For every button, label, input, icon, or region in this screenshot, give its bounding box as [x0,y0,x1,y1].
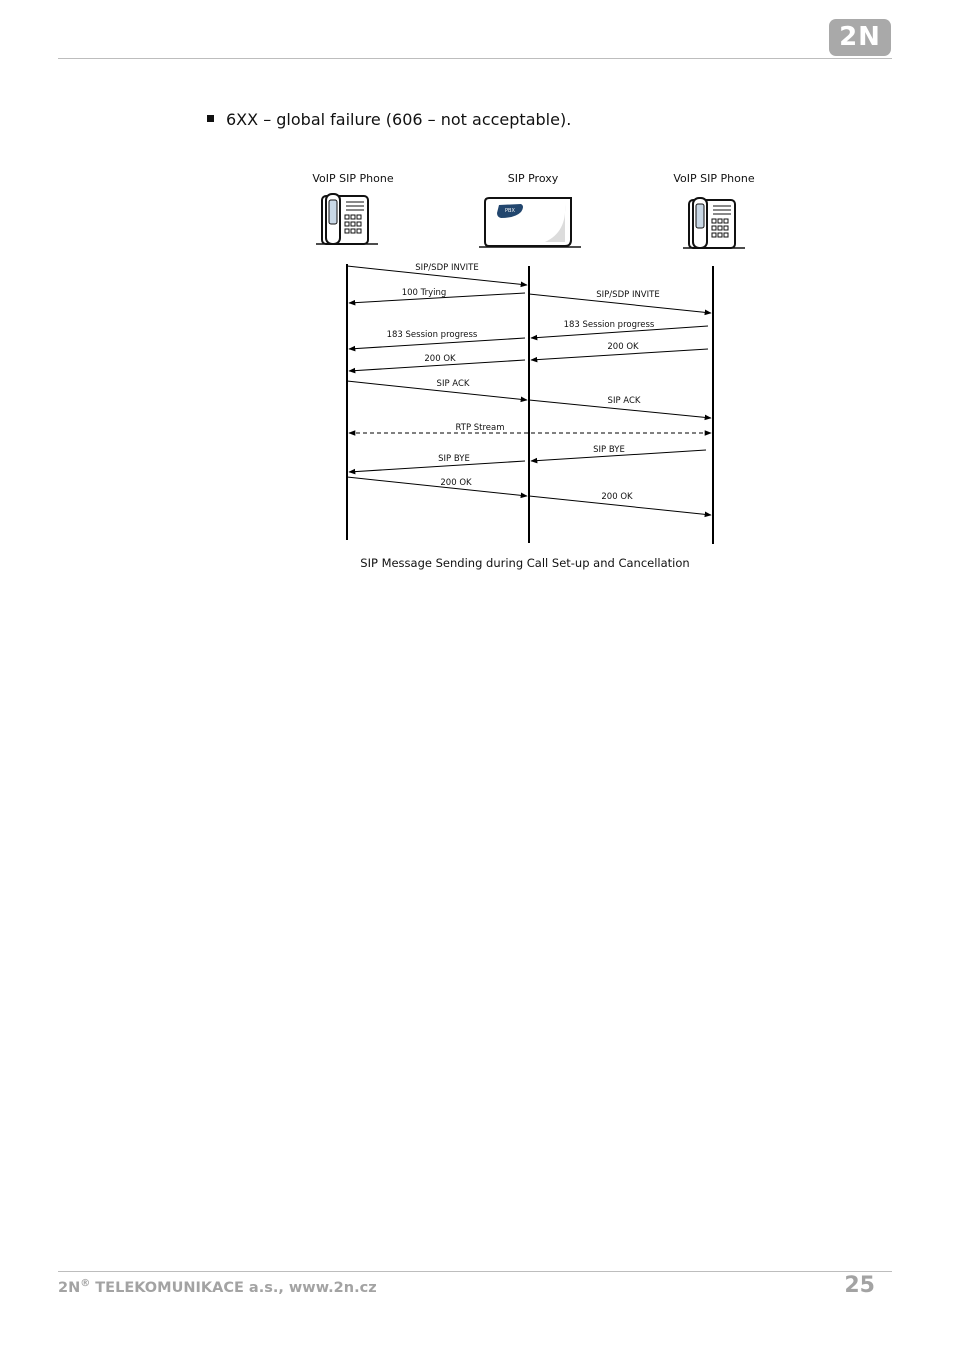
message-label: 183 Session progress [386,330,478,340]
footer-company-text: TELEKOMUNIKACE a.s., www.2n.cz [90,1280,377,1296]
bullet-text: 6XX – global failure (606 – not acceptable). [226,110,572,129]
message-label: 200 OK [440,478,472,488]
message-arrow [347,477,527,496]
footer-rule [58,1271,892,1272]
brand-logo: 2N [829,19,891,56]
message-label: SIP BYE [438,454,470,464]
entity-label-phone-a: VoIP SIP Phone [312,172,394,185]
message-label: SIP ACK [607,396,641,406]
pbx-badge: PBX [505,208,515,214]
entity-label-phone-b: VoIP SIP Phone [673,172,755,185]
message-label: SIP BYE [593,445,625,455]
phone-icon [316,194,378,244]
message-label: 200 OK [424,354,456,364]
message-label: SIP/SDP INVITE [415,263,479,273]
page-number: 25 [844,1273,875,1298]
bullet-item [207,110,571,129]
message-label: 200 OK [601,492,633,502]
registered-mark: ® [80,1278,91,1289]
message-label: RTP Stream [455,423,505,433]
figure-caption: SIP Message Sending during Call Set-up and Cancellation [360,556,690,570]
phone-icon [683,198,745,248]
pbx-icon [479,198,581,247]
footer-company [58,1278,377,1296]
header-rule [58,58,892,59]
entity-label-proxy: SIP Proxy [507,172,559,185]
footer-brand: 2N [58,1280,81,1296]
message-label: 100 Trying [401,288,447,298]
sip-sequence-diagram [290,160,780,585]
message-label: 200 OK [607,342,639,352]
bullet-square-icon [207,115,214,122]
message-arrow [349,461,525,472]
message-label: 183 Session progress [563,320,655,330]
message-label: SIP ACK [436,379,470,389]
message-label: SIP/SDP INVITE [596,290,660,300]
